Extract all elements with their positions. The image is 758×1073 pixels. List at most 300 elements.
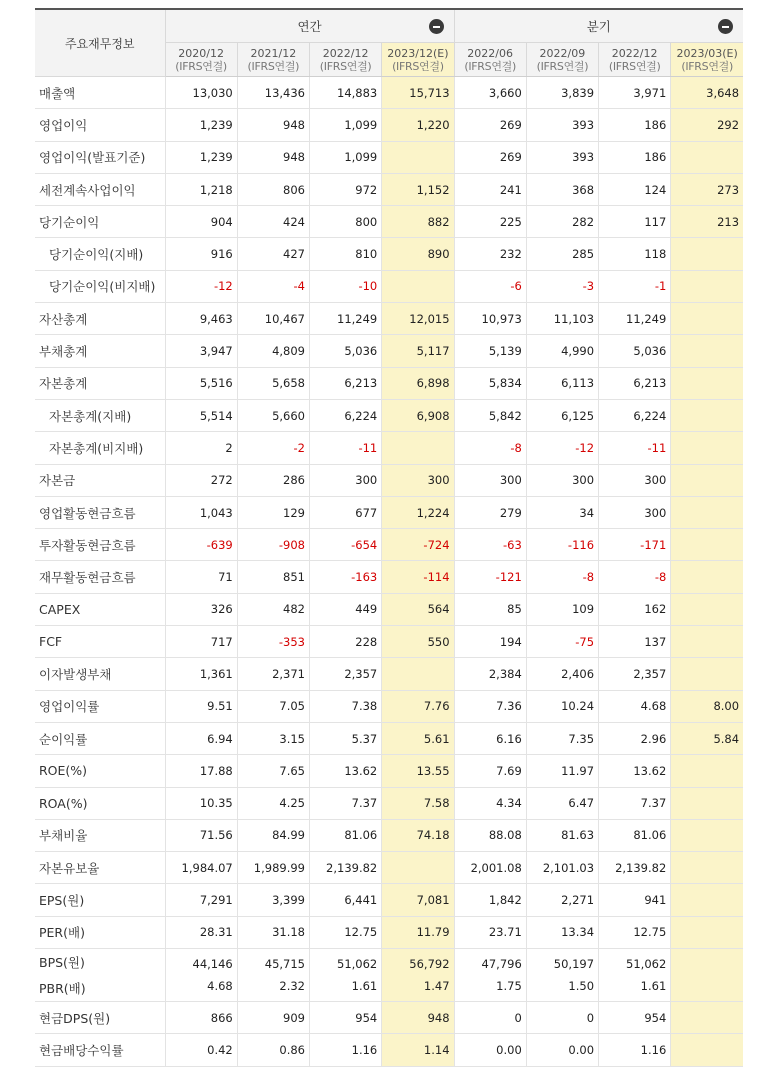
value-cell: -11: [599, 432, 671, 464]
value-cell: 427: [237, 238, 309, 270]
value-cell: [671, 496, 743, 528]
row-label: 세전계속사업이익: [35, 173, 165, 205]
table-row: [35, 690, 743, 722]
value-cell: 10,467: [237, 303, 309, 335]
value-cell: 909: [237, 1002, 309, 1034]
value-cell: 866: [165, 1002, 237, 1034]
value-cell: [671, 1034, 743, 1066]
value-cell: 17.88: [165, 755, 237, 787]
value-cell: 0.00: [526, 1034, 598, 1066]
value-cell: 1,099: [310, 141, 382, 173]
value-cell: 5,117: [382, 335, 454, 367]
table-row: [35, 206, 743, 238]
corner-header: 주요재무정보: [35, 9, 165, 77]
value-cell: [382, 270, 454, 302]
row-label: 영업이익률: [35, 690, 165, 722]
value-cell: -75: [526, 626, 598, 658]
quarter-label: 분기: [586, 19, 611, 34]
value-cell: 292: [671, 109, 743, 141]
value-cell: [382, 141, 454, 173]
table-row: [35, 496, 743, 528]
row-label: 당기순이익(지배): [35, 238, 165, 270]
value-cell: 2,271: [526, 884, 598, 916]
period-header: [671, 43, 743, 77]
period-date: 2022/06: [467, 46, 513, 60]
value-cell: 129: [237, 496, 309, 528]
row-label: 이자발생부채: [35, 658, 165, 690]
value-cell: 4,990: [526, 335, 598, 367]
row-label: 부채총계: [35, 335, 165, 367]
annual-group-header: [165, 9, 454, 43]
value-cell: 269: [454, 141, 526, 173]
value-cell: 7.05: [237, 690, 309, 722]
value-cell: 13,030: [165, 77, 237, 109]
value-cell: 2,139.82: [310, 852, 382, 884]
value-cell: 6.47: [526, 787, 598, 819]
value-cell: [671, 916, 743, 948]
value-cell: 7.37: [310, 787, 382, 819]
value-cell: 449: [310, 593, 382, 625]
period-date: 2022/09: [539, 46, 586, 60]
value-cell: 0: [526, 1002, 598, 1034]
value-cell: [237, 949, 309, 1002]
value-cell: [671, 529, 743, 561]
period-header: [382, 43, 454, 77]
table-row: [35, 109, 743, 141]
value-cell: 1,989.99: [237, 852, 309, 884]
value-cell: 12.75: [310, 916, 382, 948]
value-cell: 232: [454, 238, 526, 270]
table-row: [35, 432, 743, 464]
value-cell: 13.62: [310, 755, 382, 787]
value-cell: 2: [165, 432, 237, 464]
value-cell: 2,371: [237, 658, 309, 690]
value-cell: [165, 949, 237, 1002]
value-cell: [671, 949, 743, 1002]
value-cell: -11: [310, 432, 382, 464]
period-header: [310, 43, 382, 77]
table-row: [35, 916, 743, 948]
value-cell: [671, 593, 743, 625]
value-cell: 1,361: [165, 658, 237, 690]
period-date: 2022/12: [611, 46, 658, 60]
period-date: 2021/12: [250, 46, 297, 60]
value-cell: 272: [165, 464, 237, 496]
value-cell: -724: [382, 529, 454, 561]
value-cell: 2,101.03: [526, 852, 598, 884]
value-cell: 186: [599, 109, 671, 141]
period-basis: (IFRS연결): [536, 59, 589, 73]
value-cell: -114: [382, 561, 454, 593]
value-cell: 286: [237, 464, 309, 496]
value-cell: 1,152: [382, 173, 454, 205]
value-cell: 300: [310, 464, 382, 496]
value-cell: 2.96: [599, 722, 671, 754]
value-cell: 948: [382, 1002, 454, 1034]
table-row: [35, 722, 743, 754]
value-cell: -10: [310, 270, 382, 302]
period-basis: (IFRS연결): [247, 59, 300, 73]
value-cell: 0: [454, 1002, 526, 1034]
value-cell: 941: [599, 884, 671, 916]
value-secondary: 1.61: [640, 979, 667, 994]
value-cell: -63: [454, 529, 526, 561]
value-cell: 6,441: [310, 884, 382, 916]
value-cell: 11.97: [526, 755, 598, 787]
period-basis: (IFRS연결): [175, 59, 227, 73]
value-cell: 326: [165, 593, 237, 625]
value-cell: 0.42: [165, 1034, 237, 1066]
value-cell: 3,399: [237, 884, 309, 916]
value-cell: [671, 755, 743, 787]
value-cell: 5.37: [310, 722, 382, 754]
value-cell: 3.15: [237, 722, 309, 754]
value-cell: -121: [454, 561, 526, 593]
row-label: 영업이익(발표기준): [35, 141, 165, 173]
table-row: [35, 626, 743, 658]
table-row: [35, 335, 743, 367]
value-cell: 954: [599, 1002, 671, 1034]
value-cell: 85: [454, 593, 526, 625]
value-cell: -4: [237, 270, 309, 302]
value-cell: 13,436: [237, 77, 309, 109]
table-row: [35, 658, 743, 690]
value-cell: [671, 1002, 743, 1034]
period-header: [599, 43, 671, 77]
value-cell: 800: [310, 206, 382, 238]
row-label: 매출액: [35, 77, 165, 109]
value-cell: 810: [310, 238, 382, 270]
value-cell: -353: [237, 626, 309, 658]
table-row: [35, 367, 743, 399]
value-cell: 5,516: [165, 367, 237, 399]
quarter-group-header: [454, 9, 743, 43]
period-basis: (IFRS연결): [681, 59, 733, 73]
value-cell: 11,249: [310, 303, 382, 335]
value-cell: 300: [526, 464, 598, 496]
value-cell: 279: [454, 496, 526, 528]
value-cell: 2,357: [310, 658, 382, 690]
table-row: [35, 819, 743, 851]
value-cell: 368: [526, 173, 598, 205]
period-date: 2020/12: [178, 46, 224, 60]
value-cell: 11.79: [382, 916, 454, 948]
value-cell: -8: [599, 561, 671, 593]
table-row: [35, 303, 743, 335]
value-cell: 6,113: [526, 367, 598, 399]
value-cell: 5,036: [599, 335, 671, 367]
value-cell: 5.84: [671, 722, 743, 754]
value-cell: 34: [526, 496, 598, 528]
value-cell: 4,809: [237, 335, 309, 367]
value-cell: 4.25: [237, 787, 309, 819]
row-label: [35, 949, 165, 1002]
value-cell: 1,239: [165, 109, 237, 141]
value-cell: -171: [599, 529, 671, 561]
value-cell: 117: [599, 206, 671, 238]
value-cell: 225: [454, 206, 526, 238]
row-label: 영업이익: [35, 109, 165, 141]
value-cell: [671, 626, 743, 658]
value-cell: 7,081: [382, 884, 454, 916]
value-cell: 6,213: [310, 367, 382, 399]
table-row: [35, 593, 743, 625]
value-cell: [382, 949, 454, 1002]
value-cell: 393: [526, 141, 598, 173]
value-cell: 2,406: [526, 658, 598, 690]
value-cell: 4.34: [454, 787, 526, 819]
value-cell: 137: [599, 626, 671, 658]
table-row: [35, 77, 743, 109]
annual-label: 연간: [297, 19, 322, 34]
value-cell: 10,973: [454, 303, 526, 335]
value-cell: 88.08: [454, 819, 526, 851]
value-cell: 8.00: [671, 690, 743, 722]
table-row: [35, 755, 743, 787]
value-cell: 9.51: [165, 690, 237, 722]
value-cell: 81.06: [310, 819, 382, 851]
value-cell: [671, 658, 743, 690]
value-cell: [671, 367, 743, 399]
value-cell: 28.31: [165, 916, 237, 948]
value-cell: 890: [382, 238, 454, 270]
period-header: [165, 43, 237, 77]
value-cell: 882: [382, 206, 454, 238]
value-cell: 300: [454, 464, 526, 496]
value-cell: 84.99: [237, 819, 309, 851]
value-cell: 118: [599, 238, 671, 270]
value-cell: [671, 399, 743, 431]
value-cell: [671, 884, 743, 916]
value-cell: -908: [237, 529, 309, 561]
period-date: 2022/12: [322, 46, 369, 60]
value-cell: 300: [599, 464, 671, 496]
row-label-primary: BPS(원): [39, 955, 85, 971]
value-cell: 948: [237, 141, 309, 173]
value-cell: -116: [526, 529, 598, 561]
table-row: [35, 399, 743, 431]
value-cell: 1.16: [310, 1034, 382, 1066]
value-cell: 15,713: [382, 77, 454, 109]
value-cell: 13.62: [599, 755, 671, 787]
row-label: 자본총계: [35, 367, 165, 399]
value-cell: 7.65: [237, 755, 309, 787]
value-cell: 186: [599, 141, 671, 173]
value-cell: 1,842: [454, 884, 526, 916]
row-label-secondary: PBR(배): [39, 981, 86, 997]
row-label: 재무활동현금흐름: [35, 561, 165, 593]
value-secondary: 1.47: [423, 979, 450, 994]
value-cell: [671, 335, 743, 367]
value-cell: -163: [310, 561, 382, 593]
value-secondary: 4.68: [207, 979, 233, 994]
value-cell: 74.18: [382, 819, 454, 851]
value-cell: [382, 658, 454, 690]
period-basis: (IFRS연결): [464, 59, 516, 73]
value-cell: 9,463: [165, 303, 237, 335]
value-cell: 109: [526, 593, 598, 625]
value-cell: 11,249: [599, 303, 671, 335]
period-header: [526, 43, 598, 77]
value-cell: 5.61: [382, 722, 454, 754]
value-cell: 851: [237, 561, 309, 593]
value-cell: 81.06: [599, 819, 671, 851]
value-cell: 6,898: [382, 367, 454, 399]
value-primary: 47,796: [481, 957, 522, 972]
value-cell: 1,220: [382, 109, 454, 141]
row-label: 자본총계(비지배): [35, 432, 165, 464]
value-cell: 241: [454, 173, 526, 205]
value-cell: 482: [237, 593, 309, 625]
table-row: [35, 529, 743, 561]
value-secondary: 1.75: [496, 979, 522, 994]
value-cell: 12,015: [382, 303, 454, 335]
value-primary: 45,715: [264, 957, 305, 972]
value-cell: [382, 852, 454, 884]
value-cell: 1,239: [165, 141, 237, 173]
table-row: [35, 1002, 743, 1034]
value-cell: 2,384: [454, 658, 526, 690]
value-cell: 31.18: [237, 916, 309, 948]
table-row: [35, 464, 743, 496]
value-cell: 5,842: [454, 399, 526, 431]
row-label: 자산총계: [35, 303, 165, 335]
value-primary: 56,792: [409, 957, 450, 972]
table-row: [35, 1034, 743, 1066]
value-cell: 13.55: [382, 755, 454, 787]
value-cell: -6: [454, 270, 526, 302]
period-date: 2023/12(E): [387, 46, 449, 60]
period-header: [237, 43, 309, 77]
value-cell: 0.86: [237, 1034, 309, 1066]
table-row: [35, 949, 743, 1002]
row-label: 투자활동현금흐름: [35, 529, 165, 561]
value-cell: 10.24: [526, 690, 598, 722]
value-cell: [671, 432, 743, 464]
value-cell: 6,224: [310, 399, 382, 431]
value-cell: 2,139.82: [599, 852, 671, 884]
table-row: [35, 787, 743, 819]
value-cell: -3: [526, 270, 598, 302]
value-cell: 13.34: [526, 916, 598, 948]
value-cell: 954: [310, 1002, 382, 1034]
value-cell: [671, 852, 743, 884]
value-cell: 3,947: [165, 335, 237, 367]
row-label: PER(배): [35, 916, 165, 948]
value-cell: 1,224: [382, 496, 454, 528]
value-cell: 972: [310, 173, 382, 205]
row-label: 현금배당수익률: [35, 1034, 165, 1066]
value-primary: 50,197: [553, 957, 595, 972]
value-cell: [671, 561, 743, 593]
value-cell: [671, 787, 743, 819]
value-cell: -654: [310, 529, 382, 561]
value-cell: 1.14: [382, 1034, 454, 1066]
table-row: [35, 238, 743, 270]
period-header: [454, 43, 526, 77]
value-cell: 269: [454, 109, 526, 141]
row-label: 부채비율: [35, 819, 165, 851]
value-cell: 273: [671, 173, 743, 205]
value-cell: 23.71: [454, 916, 526, 948]
value-cell: 71.56: [165, 819, 237, 851]
row-label: 자본유보율: [35, 852, 165, 884]
value-cell: 916: [165, 238, 237, 270]
value-cell: 11,103: [526, 303, 598, 335]
value-cell: 300: [382, 464, 454, 496]
value-cell: -12: [526, 432, 598, 464]
value-cell: 7.38: [310, 690, 382, 722]
value-cell: 6.16: [454, 722, 526, 754]
value-cell: [671, 141, 743, 173]
value-cell: 2,357: [599, 658, 671, 690]
value-cell: 1,218: [165, 173, 237, 205]
value-secondary: 1.61: [351, 979, 378, 994]
row-label: FCF: [35, 626, 165, 658]
row-label: 당기순이익(비지배): [35, 270, 165, 302]
value-cell: 7.37: [599, 787, 671, 819]
value-cell: 5,660: [237, 399, 309, 431]
value-cell: 6,908: [382, 399, 454, 431]
table-body: [35, 77, 743, 1067]
value-cell: 2,001.08: [454, 852, 526, 884]
value-cell: 6.94: [165, 722, 237, 754]
value-primary: 51,062: [337, 957, 378, 972]
value-primary: 44,146: [192, 957, 233, 972]
value-cell: 6,224: [599, 399, 671, 431]
value-cell: 424: [237, 206, 309, 238]
value-cell: 1.16: [599, 1034, 671, 1066]
value-cell: 6,125: [526, 399, 598, 431]
value-cell: 550: [382, 626, 454, 658]
value-cell: 3,839: [526, 77, 598, 109]
value-cell: 0.00: [454, 1034, 526, 1066]
row-label: 자본총계(지배): [35, 399, 165, 431]
value-cell: 124: [599, 173, 671, 205]
table-row: [35, 561, 743, 593]
value-cell: [526, 949, 598, 1002]
financial-table-container: [35, 8, 743, 1067]
value-cell: 1,043: [165, 496, 237, 528]
value-cell: 7.58: [382, 787, 454, 819]
value-cell: 12.75: [599, 916, 671, 948]
value-cell: 6,213: [599, 367, 671, 399]
value-cell: 4.68: [599, 690, 671, 722]
quarter-collapse-icon[interactable]: [718, 19, 733, 34]
value-cell: [671, 238, 743, 270]
table-row: [35, 884, 743, 916]
value-cell: 213: [671, 206, 743, 238]
value-cell: [382, 432, 454, 464]
financial-summary-table: [35, 8, 743, 1067]
row-label: 영업활동현금흐름: [35, 496, 165, 528]
value-cell: 162: [599, 593, 671, 625]
value-cell: 3,971: [599, 77, 671, 109]
value-cell: 7.69: [454, 755, 526, 787]
value-secondary: 1.50: [568, 979, 595, 994]
period-date: 2023/03(E): [676, 46, 738, 60]
value-cell: [454, 949, 526, 1002]
value-cell: 282: [526, 206, 598, 238]
value-cell: 285: [526, 238, 598, 270]
row-label: EPS(원): [35, 884, 165, 916]
value-cell: [671, 464, 743, 496]
value-cell: 7,291: [165, 884, 237, 916]
annual-collapse-icon[interactable]: [429, 19, 444, 34]
row-label: 자본금: [35, 464, 165, 496]
value-cell: 717: [165, 626, 237, 658]
value-cell: 806: [237, 173, 309, 205]
